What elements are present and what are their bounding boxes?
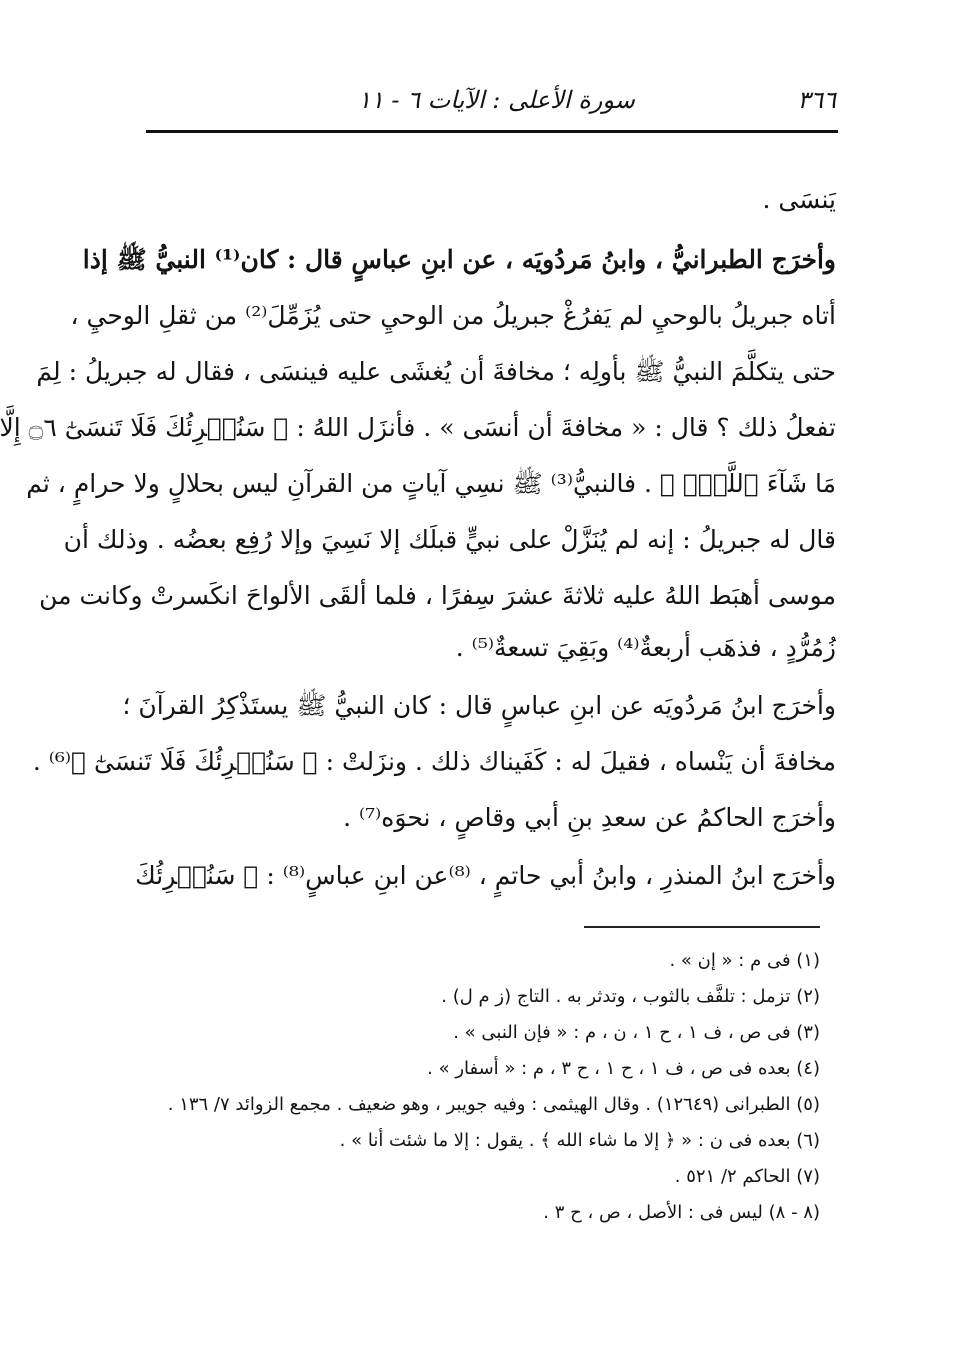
text-line: موسى أهبَط اللهُ عليه ثلاثةَ عشرَ سِفرًا ، فلما ألقَى الألواحَ انكَسرتْ وكانت من xyxy=(39,581,836,610)
text-line: تفعلُ ذلك ؟ قال : « مخافةَ أن أنسَى » . فأنزَل اللهُ : ﴿ سَنُقۡرِئُكَ فَلَا تَنسَىٰٓ ۝٦ إِلَّا xyxy=(0,413,836,442)
text-line: مَا شَآءَ ٱللَّهُۚ ﴾ . فالنبيُّ⁽³⁾ ﷺ نسِي آياتٍ من القرآنِ ليس بحلالٍ ولا حرامٍ ، ثم xyxy=(26,469,836,498)
text-line: حتى يتكلَّمَ النبيُّ ﷺ بأولِه ؛ مخافةَ أن يُغشَى عليه فينسَى ، فقال له جبريلُ : لِمَ xyxy=(36,357,836,386)
text-line: مخافةَ أن يَنْساه ، فقيلَ له : كَفَيناك ذلك . ونزَلتْ : ﴿ سَنُقۡرِئُكَ فَلَا تَنسَىٰٓ ﴾⁽⁶⁾ . xyxy=(32,747,836,776)
page-number: ٣٦٦ xyxy=(797,86,836,114)
footnote: (٧) الحاكم ٢/ ٥٢١ . xyxy=(674,1166,820,1187)
text-line: يَنسَى . xyxy=(762,185,836,214)
text-line: قال له جبريلُ : إنه لم يُنَزَّلْ على نبيٍّ قبلَك إلا نَسِيَ وإلا رُفِع بعضُه . وذلك أن xyxy=(63,525,836,554)
footnote: (٢) تزمل : تلفَّف بالثوب ، وتدثر به . التاج (ز م ل) . xyxy=(441,986,820,1007)
text-line: وأخرَج ابنُ مَردُويَه عن ابنِ عباسٍ قال : كان النبيُّ ﷺ يستَذْكِرُ القرآنَ ؛ xyxy=(122,691,836,720)
footnote: (٤) بعده فى ص ، ف ١ ، ح ١ ، ح ٣ ، م : « أسفار » . xyxy=(427,1058,820,1079)
footnote: (٥) الطبرانى (١٢٦٤٩) . وقال الهيثمى : وفيه جويبر ، وهو ضعيف . مجمع الزوائد ٧/ ١٣٦ . xyxy=(167,1094,820,1115)
footnote: (٦) بعده فى ن : « ﴿ إلا ما شاء الله ﴾ . يقول : إلا ما شئت أنا » . xyxy=(339,1130,820,1151)
footnote: (٣) فى ص ، ف ١ ، ح ١ ، ن ، م : « فإن النبى » . xyxy=(453,1022,820,1043)
text-line: زُمُرُّدٍ ، فذهَب أربعةٌ⁽⁴⁾ وبَقِيَ تسعةٌ⁽⁵⁾ . xyxy=(455,633,836,662)
footnote: (٨ - ٨) ليس فى : الأصل ، ص ، ح ٣ . xyxy=(543,1202,820,1223)
running-header xyxy=(148,82,836,126)
text-line: أتاه جبريلُ بالوحيِ لم يَفرُغْ جبريلُ من الوحيِ حتى يُزَمِّلَ⁽²⁾ من ثقلِ الوحيِ ، xyxy=(70,301,836,330)
running-title: سورة الأعلى : الآيات ٦ - ١١ xyxy=(358,86,635,114)
header-rule xyxy=(146,130,838,133)
text-line: وأخرَج الحاكمُ عن سعدِ بنِ أبي وقاصٍ ، نحوَه⁽⁷⁾ . xyxy=(343,803,836,832)
text-line: وأخرَج ابنُ المنذرِ ، وابنُ أبي حاتمٍ ، ⁽⁸⁾عن ابنِ عباسٍ⁽⁸⁾ : ﴿ سَنُقۡرِئُكَ xyxy=(135,861,836,890)
footnote-rule xyxy=(584,926,820,928)
text-line: وأخرَج الطبرانيُّ ، وابنُ مَردُويَه ، عن ابنِ عباسٍ قال : كان⁽¹⁾ النبيُّ ﷺ إذا xyxy=(82,245,836,274)
footnote: (١) فى م : « إن » . xyxy=(669,950,820,971)
